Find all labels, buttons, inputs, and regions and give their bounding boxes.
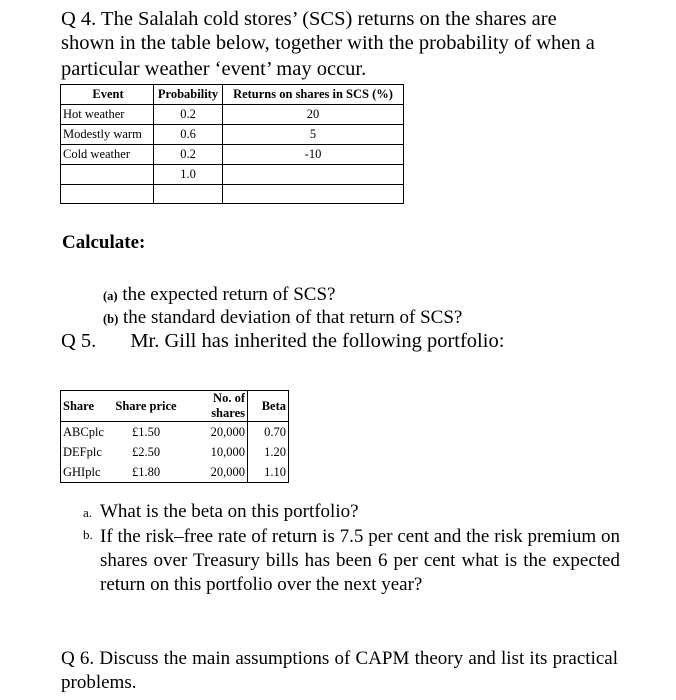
list-marker: a. <box>83 505 93 520</box>
cell-event: Modestly warm <box>61 125 154 145</box>
table-row-total <box>61 165 404 185</box>
cell-return <box>223 165 404 185</box>
q5-item-text: What is the beta on this portfolio? <box>100 501 359 522</box>
table-row <box>61 442 289 462</box>
cell-probability: 0.2 <box>154 145 223 165</box>
header-share: Share <box>61 391 112 422</box>
header-share-price: Share price <box>111 391 181 422</box>
q4-line-1: Q 4. The Salalah cold stores’ (SCS) returns on the shares are <box>61 8 557 30</box>
sub-question-a <box>103 284 335 306</box>
cell-probability: 0.6 <box>154 125 223 145</box>
returns-table <box>60 84 404 204</box>
table-row-blank <box>61 185 404 204</box>
cell-share-price: £2.50 <box>131 444 161 459</box>
q4-line-3 <box>61 58 366 81</box>
cell-event: Hot weather <box>61 105 154 125</box>
header-returns: Returns on shares in SCS (%) <box>223 85 404 105</box>
table-row <box>61 462 289 483</box>
q5-item-a <box>83 501 359 523</box>
q5-text: Mr. Gill has inherited the following portfolio: <box>130 330 505 352</box>
cell-return <box>223 185 404 204</box>
q5-item-text: If the risk–free rate of return is 7.5 per cent and the risk premium on shares over Treasury bills has been 6 per cent what is the expected return on this portfolio over the next year? <box>100 526 620 595</box>
cell-event <box>61 165 154 185</box>
cell-return: 5 <box>223 125 404 145</box>
sub-question-text: the expected return of SCS? <box>117 284 336 305</box>
returns-table-header <box>61 85 404 105</box>
cell-event <box>61 185 154 204</box>
cell-probability-total: 1.0 <box>154 165 223 185</box>
table-row <box>61 145 404 165</box>
q4-line-3-text: particular weather ‘event’ may occur. <box>61 58 367 80</box>
header-beta: Beta <box>248 391 289 422</box>
q4-line-2: shown in the table below, together with the probability of when a <box>61 32 595 54</box>
sub-question-label: (b) <box>103 312 119 326</box>
cell-return: 20 <box>223 105 404 125</box>
sub-question-text: the standard deviation of that return of SCS? <box>118 307 463 328</box>
cell-beta: 1.10 <box>248 462 289 483</box>
calculate-heading: Calculate: <box>62 232 146 253</box>
portfolio-table <box>60 390 289 483</box>
cell-share-price: £1.50 <box>131 424 161 439</box>
header-probability: Probability <box>154 85 223 105</box>
q6-text: Q 6. Discuss the main assumptions of CAPM theory and list its practical problems. <box>61 648 618 693</box>
cell-share-price: £1.80 <box>131 464 161 479</box>
cell-no-of-shares: 20,000 <box>210 424 245 439</box>
cell-return: -10 <box>223 145 404 165</box>
sub-question-b <box>103 307 462 329</box>
table-row <box>61 125 404 145</box>
list-marker: b. <box>83 527 93 542</box>
portfolio-table-header <box>61 391 289 422</box>
cell-no-of-shares: 20,000 <box>210 464 245 479</box>
header-no-of-shares: No. of shares <box>181 391 248 422</box>
sub-question-label: (a) <box>103 289 118 303</box>
table-row <box>61 422 289 443</box>
cell-probability: 0.2 <box>154 105 223 125</box>
header-event: Event <box>61 85 154 105</box>
cell-share: GHIplc <box>63 464 101 479</box>
table-row <box>61 105 404 125</box>
cell-probability <box>154 185 223 204</box>
cell-share: DEFplc <box>63 444 102 459</box>
q5-heading <box>61 330 504 353</box>
cell-event: Cold weather <box>61 145 154 165</box>
cell-beta: 0.70 <box>248 422 289 443</box>
cell-no-of-shares: 10,000 <box>210 444 245 459</box>
q5-label: Q 5. <box>61 330 97 352</box>
cell-share: ABCplc <box>63 424 104 439</box>
cell-beta: 1.20 <box>248 442 289 462</box>
